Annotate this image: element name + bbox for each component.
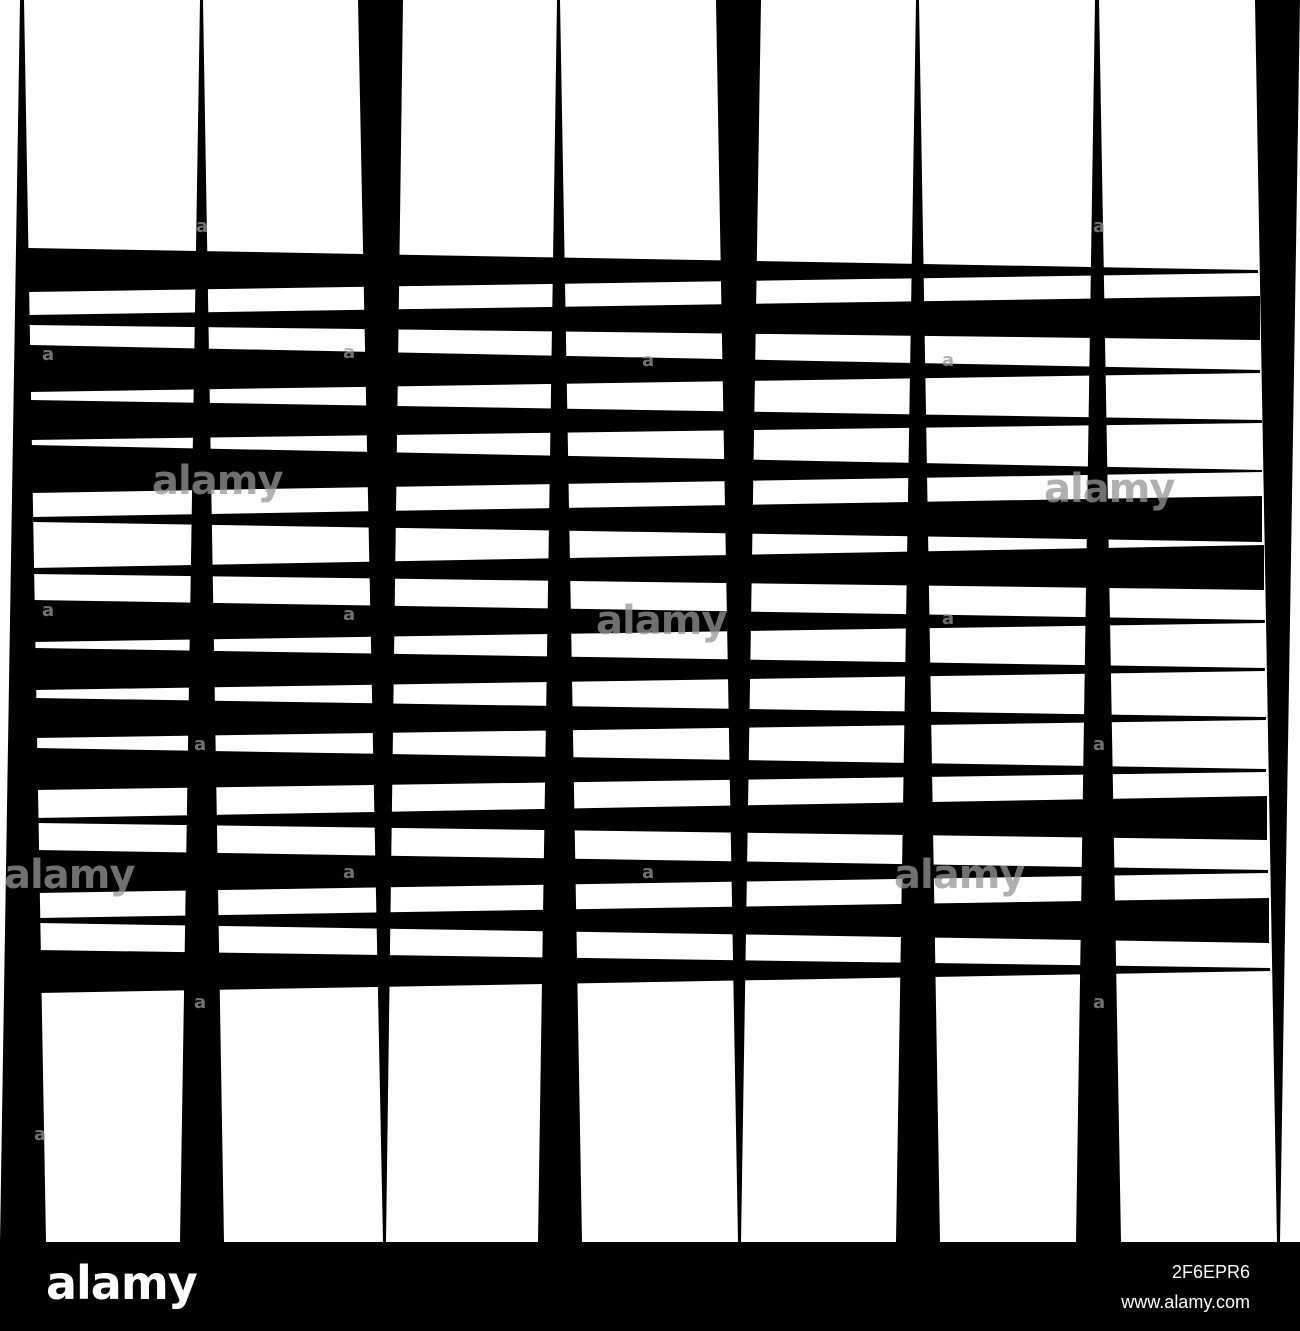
watermark-text: alamy <box>596 598 727 644</box>
watermark-mark: a <box>343 862 356 883</box>
watermark-text: alamy <box>1044 466 1175 512</box>
image-id-label: 2F6EPR6 <box>1171 1262 1250 1282</box>
watermark-mark: a <box>42 344 55 365</box>
watermark-mark: a <box>1093 992 1106 1013</box>
watermark-text: alamy <box>152 458 283 504</box>
watermark-text: alamy <box>894 852 1025 898</box>
watermark-mark: a <box>194 734 207 755</box>
watermark-mark: a <box>942 350 955 371</box>
watermark-mark: a <box>343 342 356 363</box>
watermark-mark: a <box>194 992 207 1013</box>
site-url-label: www.alamy.com <box>1121 1292 1250 1312</box>
stock-footer-bar <box>0 1242 1300 1331</box>
alamy-logo: alamy <box>46 1256 197 1310</box>
watermark-mark: a <box>642 350 655 371</box>
watermark-mark: a <box>34 1124 47 1145</box>
watermark-mark: a <box>942 608 955 629</box>
watermark-mark: a <box>1093 216 1106 237</box>
watermark-mark: a <box>642 862 655 883</box>
watermark-mark: a <box>343 604 356 625</box>
watermark-text: alamy <box>4 852 135 898</box>
watermark-mark: a <box>42 600 55 621</box>
watermark-mark: a <box>1093 734 1106 755</box>
watermark-mark: a <box>196 216 209 237</box>
